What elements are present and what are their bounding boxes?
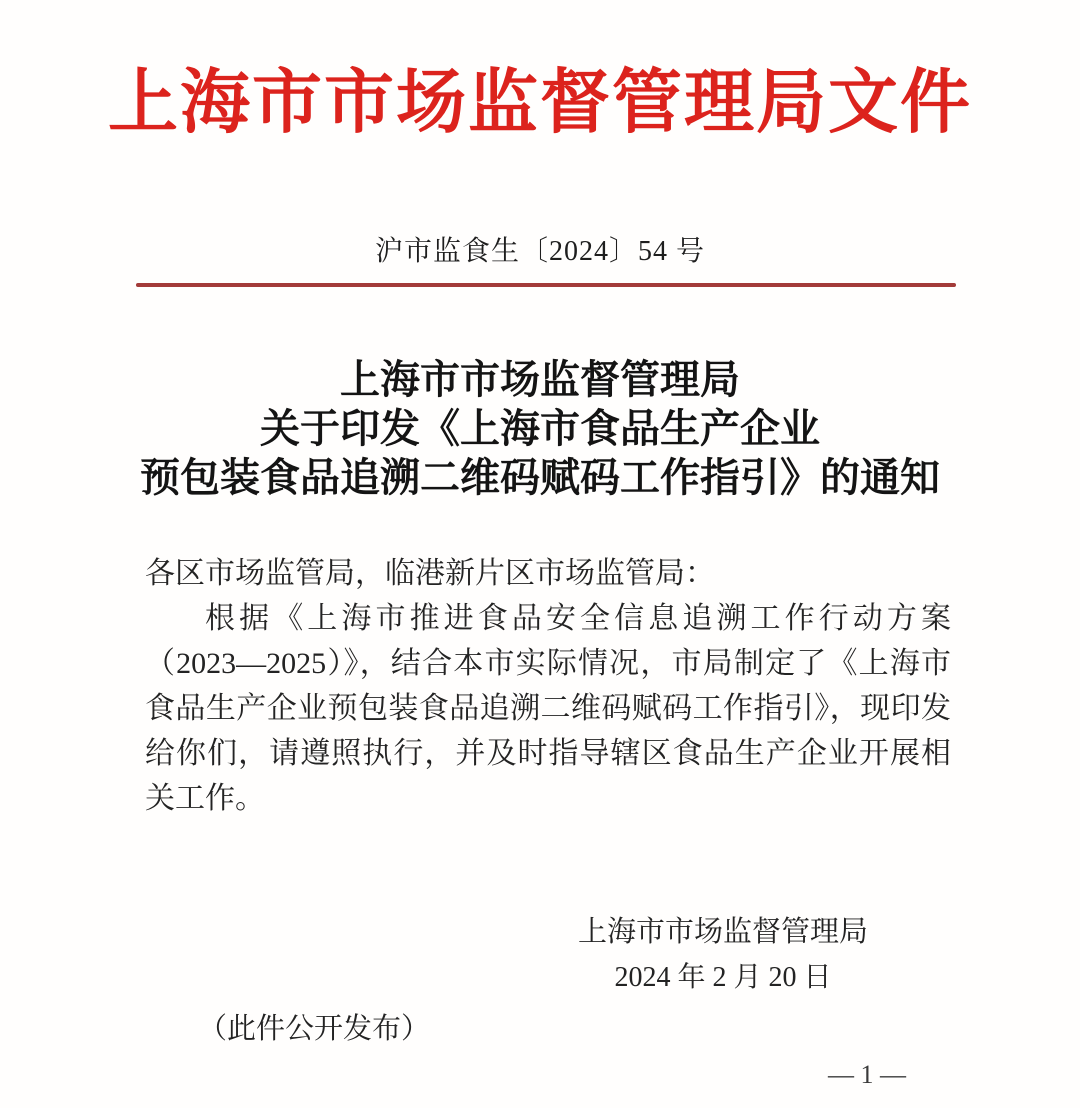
signing-date: 2024 年 2 月 20 日 — [614, 962, 832, 993]
salutation-line: 各区市场监管局，临港新片区市场监管局： — [145, 557, 715, 590]
signature-block — [578, 910, 868, 1000]
document-title-line-2: 关于印发《上海市食品生产企业 — [260, 406, 820, 451]
letterhead-divider-rule — [136, 283, 956, 287]
document-title — [0, 355, 1080, 502]
document-body — [145, 551, 951, 821]
document-title-line-1: 上海市市场监督管理局 — [340, 357, 740, 402]
document-title-line-3: 预包装食品追溯二维码赋码工作指引》的通知 — [140, 455, 940, 500]
letterhead-title: 上海市市场监督管理局文件 — [108, 65, 972, 142]
body-paragraph: 根据《上海市推进食品安全信息追溯工作行动方案（2023—2025）》，结合本市实际情况，市局制定了《上海市食品生产企业预包装食品追溯二维码赋码工作指引》，现印发给你们，请遵照执行，并及时指导辖区食品生产企业开展相关工作。 — [145, 602, 951, 815]
signing-agency-name: 上海市市场监督管理局 — [577, 916, 868, 948]
document-reference-number: 沪市监食生〔2024〕54 号 — [374, 236, 705, 267]
page-number: — 1 — — [828, 1060, 906, 1089]
public-release-note: （此件公开发布） — [198, 1013, 431, 1045]
